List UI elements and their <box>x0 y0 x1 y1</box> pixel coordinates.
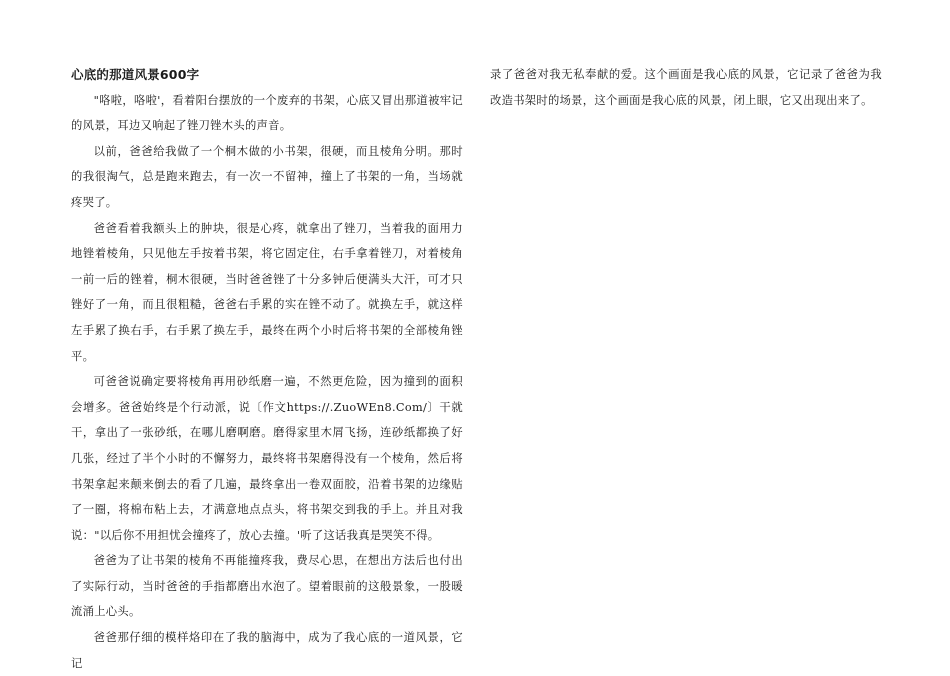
paragraph: 以前，爸爸给我做了一个桐木做的小书架，很硬，而且棱角分明。那时的我很淘气，总是跑来跑去，有一次一不留神，撞上了书架的一角，当场就疼哭了。 <box>71 144 463 209</box>
right-column <box>490 62 882 113</box>
document-title: 心底的那道风景600字 <box>71 67 200 82</box>
left-column <box>71 62 463 676</box>
paragraph: 爸爸看着我额头上的肿块，很是心疼，就拿出了锉刀，当着我的面用力地锉着棱角，只见他左手按着书架，将它固定住，右手拿着锉刀，对着棱角一前一后的锉着，桐木很硬，当时爸爸锉了十分多钟后便满头大汗，可才只锉好了一角，而且很粗糙，爸爸右手累的实在锉不动了。就换左手，就这样左手累了换右手，右手累了换左手，最终在两个小时后将书架的全部棱角锉平。 <box>71 221 463 363</box>
paragraph: 爸爸那仔细的模样烙印在了我的脑海中，成为了我心底的一道风景，它记 <box>71 631 463 670</box>
paragraph: 可爸爸说确定要将棱角再用砂纸磨一遍，不然更危险，因为撞到的面积会增多。爸爸始终是个行动派，说〔作文https://.ZuoWEn8.Com/〕干就干，拿出了一张砂纸，在哪儿磨啊磨。磨得家里木屑飞扬，连砂纸都换了好几张，经过了半个小时的不懈努力，最终将书架磨得没有一个棱角，然后将书架拿起来颠来倒去的看了几遍，最终拿出一卷双面胶，沿着书架的边缘贴了一圈，将棉布粘上去，才满意地点点头，将书架交到我的手上。并且对我说："以后你不用担忧会撞疼了，放心去撞。'听了这话我真是哭笑不得。 <box>71 375 463 542</box>
paragraph: "咯啦，咯啦'，看着阳台摆放的一个废弃的书架，心底又冒出那道被牢记的风景，耳边又响起了锉刀锉木头的声音。 <box>71 93 463 133</box>
paragraph-continued: 录了爸爸对我无私奉献的爱。这个画面是我心底的风景，它记录了爸爸为我改造书架时的场景，这个画面是我心底的风景，闭上眼，它又出现出来了。 <box>490 68 882 107</box>
paragraph: 爸爸为了让书架的棱角不再能撞疼我，费尽心思，在想出方法后也付出了实际行动，当时爸爸的手指都磨出水泡了。望着眼前的这般景象，一股暖流涌上心头。 <box>71 554 463 619</box>
